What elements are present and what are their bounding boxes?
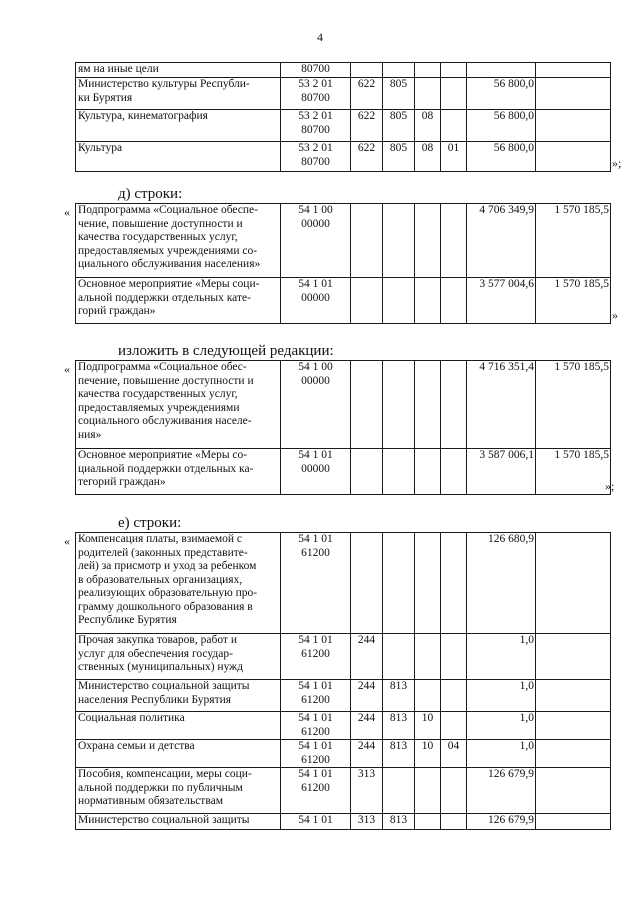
cell-name: Социальная политика xyxy=(76,712,281,740)
cell-pr: 04 xyxy=(441,740,467,768)
cell-vr: 244 xyxy=(351,740,383,768)
cell-code: 53 2 01 80700 xyxy=(281,110,351,142)
cell-pr xyxy=(441,78,467,110)
cell-name: Основное мероприятие «Меры со- циальной поддержки отдельных ка- тегорий граждан» xyxy=(76,449,281,495)
cell-vr: 244 xyxy=(351,712,383,740)
cell-code: 54 1 00 00000 xyxy=(281,204,351,278)
cell-glav: 805 xyxy=(383,142,415,172)
cell-amount-2 xyxy=(536,740,611,768)
cell-pr xyxy=(441,204,467,278)
cell-amount-1: 56 800,0 xyxy=(467,110,536,142)
cell-amount-2 xyxy=(536,634,611,680)
cell-glav xyxy=(383,533,415,634)
table-row xyxy=(76,634,611,680)
table-3 xyxy=(75,532,611,830)
cell-amount-1: 56 800,0 xyxy=(467,142,536,172)
table-row xyxy=(76,533,611,634)
cell-amount-2 xyxy=(536,63,611,78)
opening-quote-3: « xyxy=(64,534,70,548)
cell-code: 54 1 01 61200 xyxy=(281,768,351,814)
cell-rz xyxy=(415,680,441,712)
cell-amount-2 xyxy=(536,110,611,142)
cell-rz: 10 xyxy=(415,740,441,768)
cell-amount-1: 4 706 349,9 xyxy=(467,204,536,278)
cell-name: Культура, кинематография xyxy=(76,110,281,142)
cell-glav xyxy=(383,278,415,324)
cell-glav: 805 xyxy=(383,110,415,142)
cell-amount-1: 3 577 004,6 xyxy=(467,278,536,324)
cell-pr xyxy=(441,768,467,814)
cell-amount-2 xyxy=(536,142,611,172)
table-row xyxy=(76,449,611,495)
cell-name: ям на иные цели xyxy=(76,63,281,78)
cell-amount-2 xyxy=(536,814,611,830)
cell-glav xyxy=(383,361,415,449)
cell-glav xyxy=(383,63,415,78)
cell-amount-1: 1,0 xyxy=(467,634,536,680)
cell-glav xyxy=(383,634,415,680)
opening-quote-1: « xyxy=(64,205,70,219)
cell-rz xyxy=(415,204,441,278)
cell-glav: 805 xyxy=(383,78,415,110)
cell-code: 54 1 01 61200 xyxy=(281,634,351,680)
cell-amount-1: 126 680,9 xyxy=(467,533,536,634)
cell-name: Компенсация платы, взимаемой с родителей (законных представите- лей) за присмотр и уход за ребенком в образовательных организациях, реализующих образовательную про- грамму дошкольного образования в Республике Бурятия xyxy=(76,533,281,634)
cell-name: Основное мероприятие «Меры соци- альной поддержки отдельных кате- горий граждан» xyxy=(76,278,281,324)
heading-e: е) строки: xyxy=(118,515,182,531)
cell-rz xyxy=(415,449,441,495)
cell-rz xyxy=(415,814,441,830)
cell-vr: 622 xyxy=(351,110,383,142)
cell-vr: 244 xyxy=(351,680,383,712)
cell-amount-2 xyxy=(536,712,611,740)
cell-amount-2 xyxy=(536,78,611,110)
cell-rz xyxy=(415,78,441,110)
cell-name: Пособия, компенсации, меры соци- альной поддержки по публичным нормативным обязательствам xyxy=(76,768,281,814)
table-row xyxy=(76,361,611,449)
table-1 xyxy=(75,203,611,324)
cell-glav: 813 xyxy=(383,712,415,740)
cell-amount-1: 56 800,0 xyxy=(467,78,536,110)
cell-code: 80700 xyxy=(281,63,351,78)
cell-name: Министерство социальной защиты населения Республики Бурятия xyxy=(76,680,281,712)
page-number: 4 xyxy=(317,30,323,44)
cell-name: Прочая закупка товаров, работ и услуг для обеспечения государ- ственных (муниципальных) нужд xyxy=(76,634,281,680)
cell-code: 54 1 01 xyxy=(281,814,351,830)
cell-pr xyxy=(441,110,467,142)
cell-name: Культура xyxy=(76,142,281,172)
cell-pr xyxy=(441,361,467,449)
cell-pr xyxy=(441,680,467,712)
cell-name: Подпрограмма «Социальное обес- печение, повышение доступности и качества государственных услуг, предоставляемых учреждениями социального обслуживания населе- ния» xyxy=(76,361,281,449)
cell-code: 54 1 00 00000 xyxy=(281,361,351,449)
cell-rz xyxy=(415,533,441,634)
cell-pr xyxy=(441,449,467,495)
cell-amount-1 xyxy=(467,63,536,78)
cell-pr xyxy=(441,533,467,634)
cell-vr xyxy=(351,533,383,634)
cell-rz: 10 xyxy=(415,712,441,740)
cell-amount-2 xyxy=(536,533,611,634)
cell-rz: 08 xyxy=(415,142,441,172)
cell-code: 54 1 01 00000 xyxy=(281,449,351,495)
cell-amount-1: 4 716 351,4 xyxy=(467,361,536,449)
cell-amount-1: 126 679,9 xyxy=(467,768,536,814)
cell-amount-1: 1,0 xyxy=(467,712,536,740)
cell-vr xyxy=(351,204,383,278)
cell-vr: 313 xyxy=(351,814,383,830)
cell-amount-2 xyxy=(536,680,611,712)
cell-amount-2: 1 570 185,5 xyxy=(536,361,611,449)
cell-pr: 01 xyxy=(441,142,467,172)
cell-glav xyxy=(383,204,415,278)
table-row xyxy=(76,142,611,172)
table-row xyxy=(76,204,611,278)
table-row xyxy=(76,680,611,712)
cell-amount-1: 3 587 006,1 xyxy=(467,449,536,495)
cell-name: Министерство культуры Республи- ки Бурятия xyxy=(76,78,281,110)
cell-pr xyxy=(441,814,467,830)
cell-rz xyxy=(415,63,441,78)
cell-rz xyxy=(415,768,441,814)
cell-pr xyxy=(441,634,467,680)
closing-quote-1: » xyxy=(612,308,618,322)
table-0 xyxy=(75,62,611,172)
table-row xyxy=(76,814,611,830)
closing-quote-2: »; xyxy=(605,479,615,493)
cell-vr xyxy=(351,361,383,449)
cell-vr: 622 xyxy=(351,142,383,172)
cell-glav xyxy=(383,768,415,814)
table-row xyxy=(76,768,611,814)
cell-code: 54 1 01 61200 xyxy=(281,712,351,740)
cell-code: 54 1 01 00000 xyxy=(281,278,351,324)
cell-amount-2 xyxy=(536,768,611,814)
table-row xyxy=(76,63,611,78)
cell-code: 54 1 01 61200 xyxy=(281,740,351,768)
cell-rz xyxy=(415,361,441,449)
opening-quote-2: « xyxy=(64,362,70,376)
table-row xyxy=(76,712,611,740)
cell-vr xyxy=(351,449,383,495)
heading-d: д) строки: xyxy=(118,186,183,202)
cell-amount-1: 126 679,9 xyxy=(467,814,536,830)
cell-code: 53 2 01 80700 xyxy=(281,142,351,172)
cell-rz xyxy=(415,634,441,680)
cell-amount-2: 1 570 185,5 xyxy=(536,204,611,278)
cell-rz xyxy=(415,278,441,324)
cell-vr xyxy=(351,63,383,78)
cell-amount-1: 1,0 xyxy=(467,740,536,768)
cell-rz: 08 xyxy=(415,110,441,142)
table-row xyxy=(76,78,611,110)
table-row xyxy=(76,278,611,324)
cell-pr xyxy=(441,278,467,324)
cell-glav: 813 xyxy=(383,814,415,830)
cell-glav: 813 xyxy=(383,680,415,712)
cell-vr: 622 xyxy=(351,78,383,110)
cell-name: Министерство социальной защиты xyxy=(76,814,281,830)
cell-amount-1: 1,0 xyxy=(467,680,536,712)
cell-amount-2: 1 570 185,5 xyxy=(536,449,611,495)
cell-name: Охрана семьи и детства xyxy=(76,740,281,768)
table-2 xyxy=(75,360,611,495)
cell-pr xyxy=(441,63,467,78)
table-row xyxy=(76,110,611,142)
cell-amount-2: 1 570 185,5 xyxy=(536,278,611,324)
cell-glav xyxy=(383,449,415,495)
cell-glav: 813 xyxy=(383,740,415,768)
cell-vr: 244 xyxy=(351,634,383,680)
closing-quote-0: »; xyxy=(612,156,622,170)
cell-code: 54 1 01 61200 xyxy=(281,533,351,634)
cell-code: 54 1 01 61200 xyxy=(281,680,351,712)
cell-vr xyxy=(351,278,383,324)
table-row xyxy=(76,740,611,768)
cell-pr xyxy=(441,712,467,740)
cell-vr: 313 xyxy=(351,768,383,814)
cell-code: 53 2 01 80700 xyxy=(281,78,351,110)
heading-replace: изложить в следующей редакции: xyxy=(118,343,334,359)
cell-name: Подпрограмма «Социальное обеспе- чение, повышение доступности и качества государственных услуг, предоставляемых учреждениями со- циального обслуживания населения» xyxy=(76,204,281,278)
